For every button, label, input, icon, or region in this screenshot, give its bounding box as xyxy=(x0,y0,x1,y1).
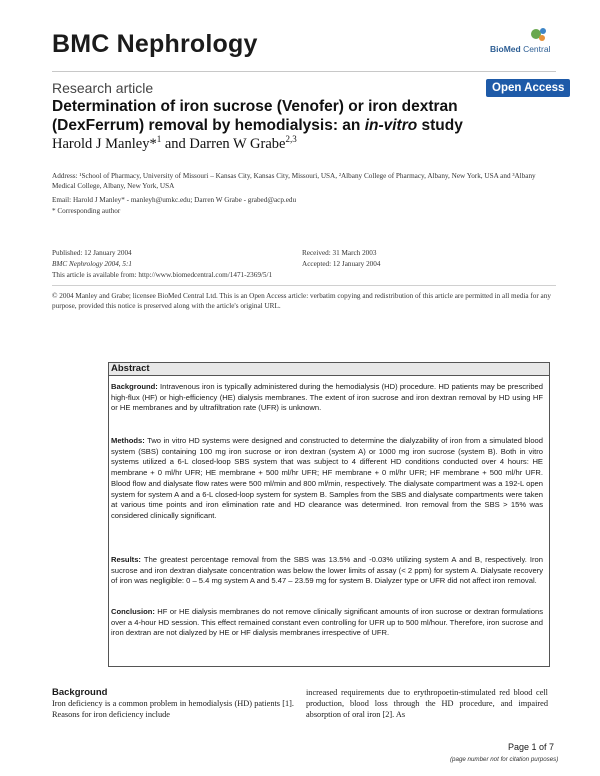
accepted-date: Accepted: 12 January 2004 xyxy=(302,260,381,268)
body-column-left: Iron deficiency is a common problem in hemodialysis (HD) patients [1]. Reasons for iron deficiency include xyxy=(52,699,294,720)
article-title: Determination of iron sucrose (Venofer) or iron dextran (DexFerrum) removal by hemodialysis: an in-vitro study xyxy=(52,98,463,134)
abstract-box xyxy=(108,362,550,667)
page-number: Page 1 of 7 xyxy=(508,742,555,752)
article-url[interactable]: This article is available from: http://www.biomedcentral.com/1471-2369/5/1 xyxy=(52,271,273,279)
background-heading: Background xyxy=(52,687,108,698)
journal-title: BMC Nephrology xyxy=(52,30,258,58)
body-column-right: increased requirements due to erythropoetin-stimulated red blood cell production, blood loss through the HD procedure, and impaired absorption of oral iron [2]. As xyxy=(306,688,548,720)
meta-divider xyxy=(52,285,556,286)
published-date: Published: 12 January 2004 xyxy=(52,249,132,257)
corresponding-note: * Corresponding author xyxy=(52,207,121,215)
biomed-central-logo xyxy=(490,26,554,56)
license-notice: © 2004 Manley and Grabe; licensee BioMed Central Ltd. This is an Open Access article: verbatim copying and redistribution of this article are permitted in all media for any purpose, provided this notice is preserved along with the article's original URL. xyxy=(52,292,551,310)
logo-text: BioMed Central xyxy=(490,44,551,54)
page-number-note: (page number not for citation purposes) xyxy=(450,756,559,763)
received-date: Received: 31 March 2003 xyxy=(302,249,377,257)
abstract-background: Background: Intravenous iron is typically administered during the hemodialysis (HD) procedure. HD patients may be prescribed high-flux (HF) or high-efficiency (HE) dialysis membranes. The extent of iron sucrose and iron dextran removal by HD using HF or HE membranes and by ultrafiltration rate (UFR) is unknown. xyxy=(111,382,543,413)
authors: Harold J Manley*$^1$ and Darren W Grabe$^{2,3}$ xyxy=(52,134,297,152)
citation: BMC Nephrology 2004, 5:1 xyxy=(52,260,132,268)
abstract-conclusion: Conclusion: HF or HE dialysis membranes do not remove clinically significant amounts of iron sucrose or dextran formulations over a 4-hour HD session. This effect remained constant even controlling for UFR up to 500 ml/hour. Therefore, iron sucrose and iron dextran are not dialyzed by HE or HF dialysis membranes irrespective of UFR. xyxy=(111,607,543,638)
logo-mark-icon xyxy=(490,26,554,46)
author-address: Address: ¹School of Pharmacy, University of Missouri – Kansas City, Kansas City, Missouri, USA, ²Albany College of Pharmacy, Albany, New York, USA and ³Albany Medical College, Albany, New York, USA xyxy=(52,172,536,190)
abstract-results: Results: The greatest percentage removal from the SBS was 13.5% and -0.03% utilizing system A and B, respectively. Iron sucrose and iron dextran dialysate concentration was below the lower limits of assay (< 2 ppm) for system A. Dialysate recovery of iron was negligible: 0 – 5.4 mg system A and 5.47 – 23.59 mg for system B. Dialyzer type or UFR did not affect iron removal. xyxy=(111,555,543,586)
abstract-heading: Abstract xyxy=(108,362,550,376)
open-access-badge: Open Access xyxy=(486,79,570,97)
header-divider xyxy=(52,71,556,72)
author-email: Email: Harold J Manley* - manleyh@umkc.edu; Darren W Grabe - grabed@acp.edu xyxy=(52,196,297,204)
abstract-methods: Methods: Two in vitro HD systems were designed and constructed to determine the dialyzability of iron from a simulated blood system (SBS) containing 100 mg iron sucrose or iron dextran (system A) or 1000 mg iron sucrose (system B). Both in vitro systems utilized a 6-L closed-loop SBS system that was subject to 4 different HD conditions conducted over 4 hours: HE membrane + 0 ml/hr UFR; HE membrane + 500 ml/hr UFR; HF membrane + 0 ml/hr UFR; HF membrane + 500 ml/hr UFR. Blood flow and dialysate flow rates were 500 ml/min and 800 ml/min, respectively. The dialysate compartment was a 192-L open system for system A and a 6-L closed-loop system for system B. Samples from the SBS and dialysate compartments were taken at various time points and iron elimination rate and HD clearance was determined. Iron removal from the SBS > 15% was considered clinically significant. xyxy=(111,436,543,520)
article-type: Research article xyxy=(52,80,154,96)
